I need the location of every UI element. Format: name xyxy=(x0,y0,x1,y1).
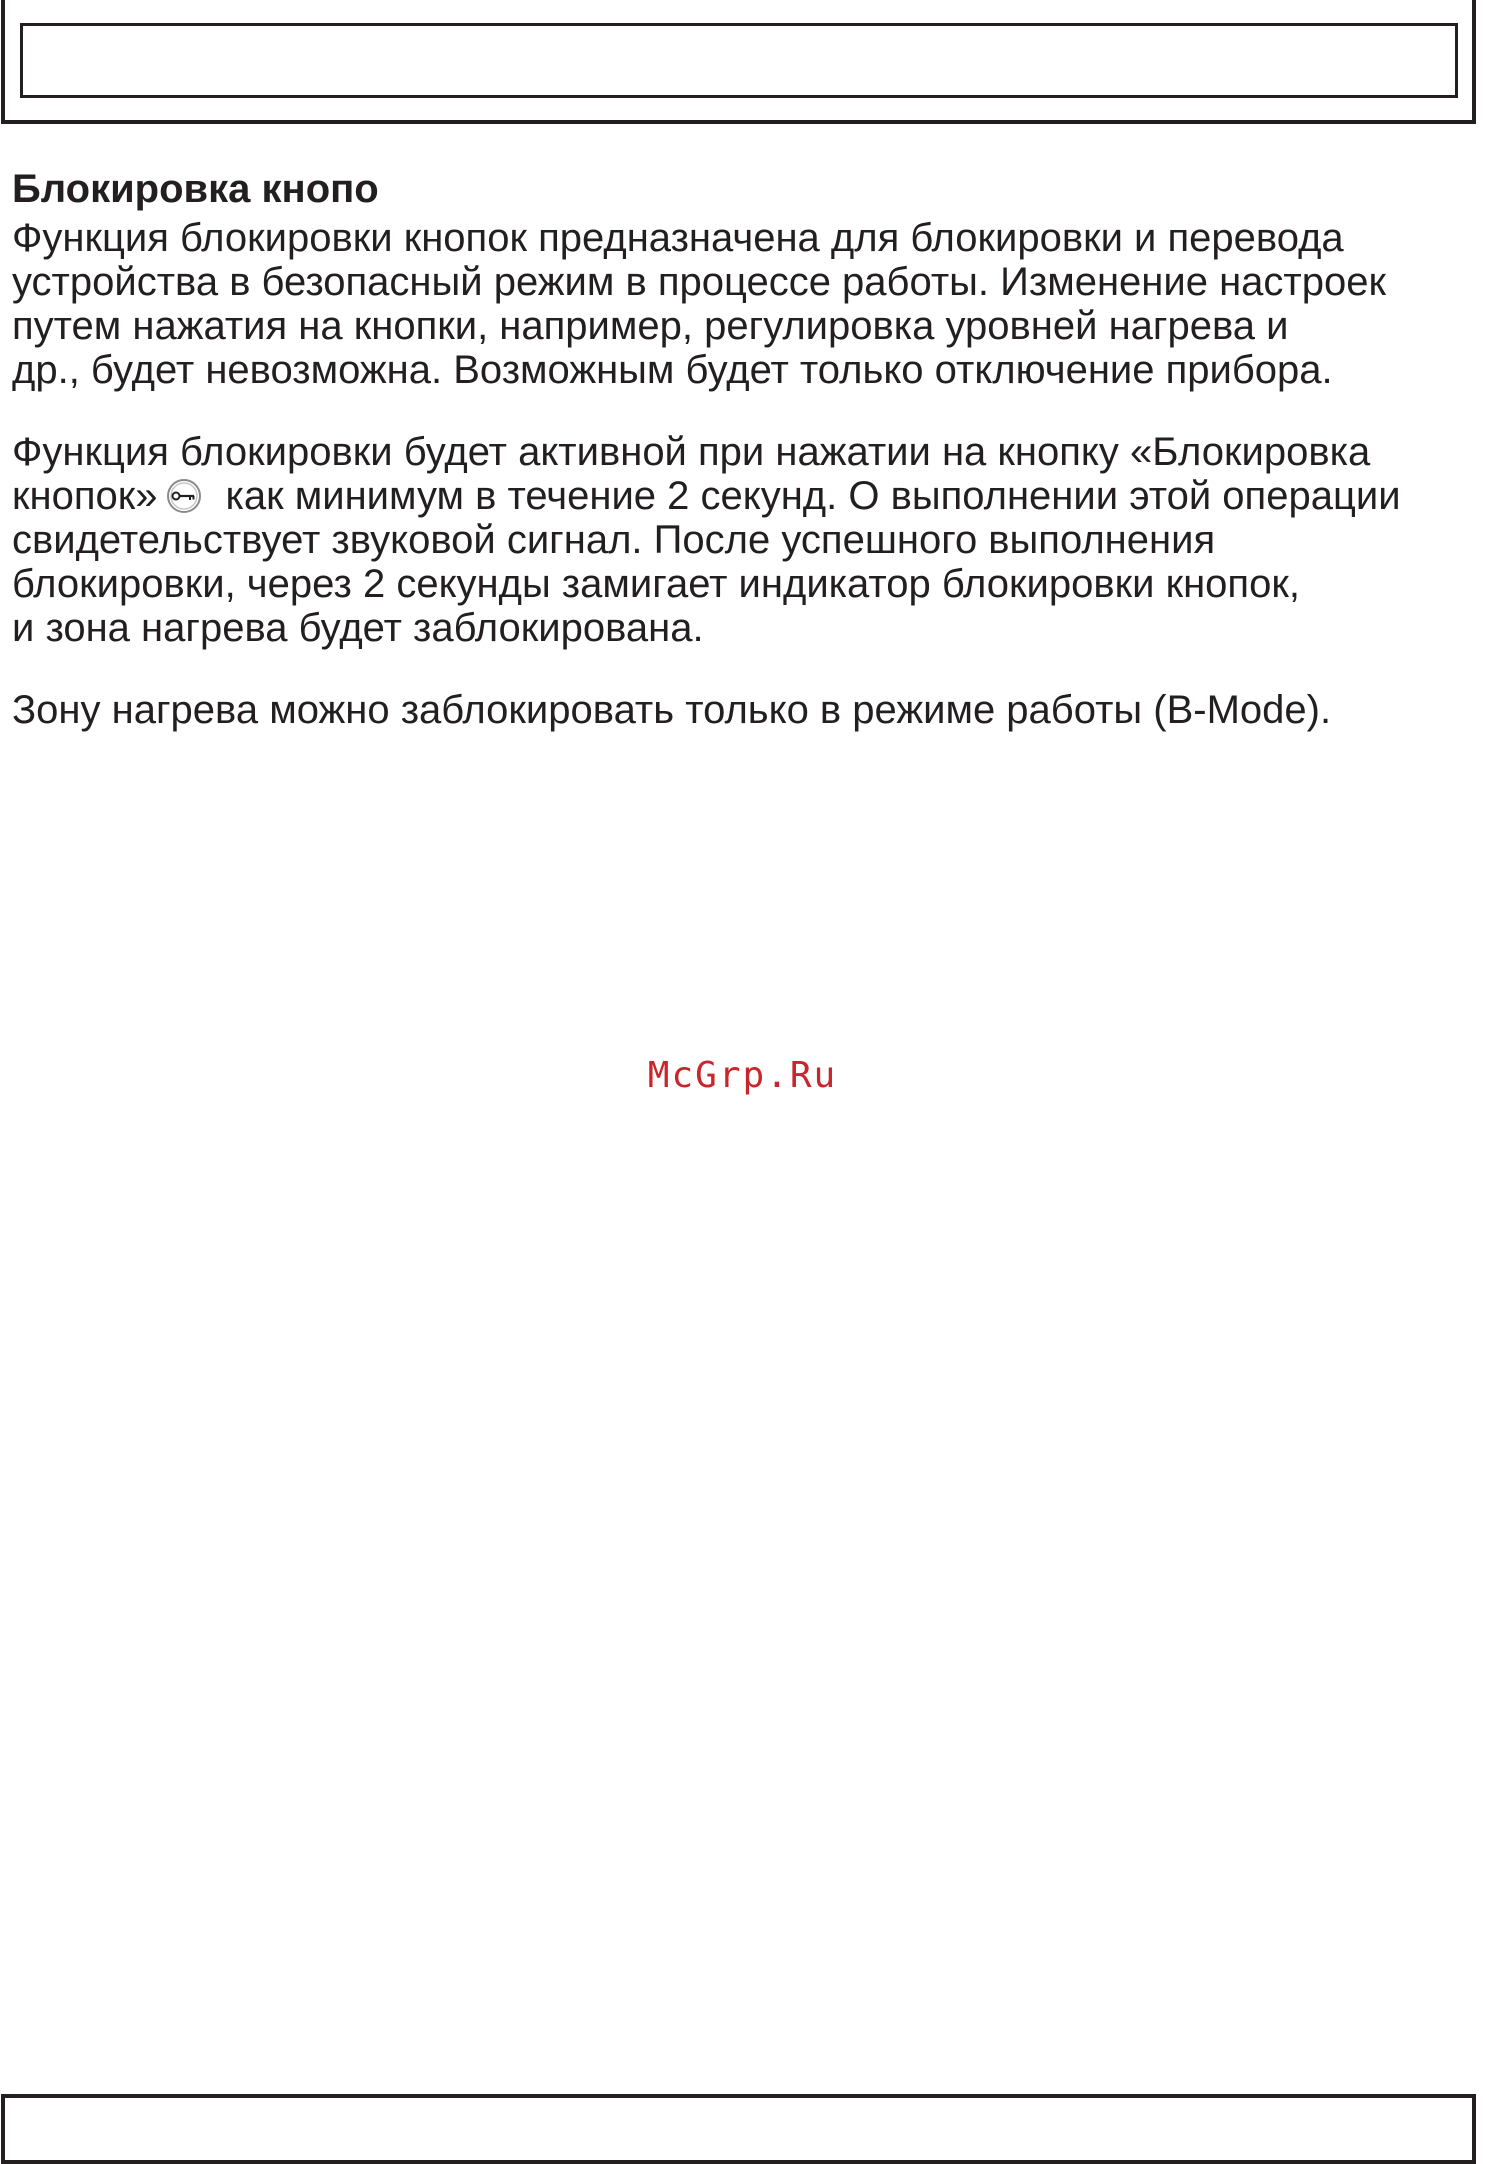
footer-frame xyxy=(1,2094,1476,2164)
header-frame xyxy=(1,0,1476,124)
text-line: блокировки, через 2 секунды замигает индикатор блокировки кнопок, xyxy=(12,562,1300,606)
paragraph-spacer xyxy=(12,392,1482,430)
key-lock-icon xyxy=(164,477,204,515)
paragraph-spacer xyxy=(12,650,1482,688)
text-line: путем нажатия на кнопки, например, регулировка уровней нагрева и xyxy=(12,304,1289,348)
text-line: Зону нагрева можно заблокировать только в режиме работы (B-Mode). xyxy=(12,688,1332,732)
text-line: и зона нагрева будет заблокирована. xyxy=(12,606,704,650)
text-line: др., будет невозможна. Возможным будет только отключение прибора. xyxy=(12,348,1333,392)
text-line-with-icon xyxy=(12,474,1482,518)
section-heading: Блокировка кнопо xyxy=(12,167,379,211)
text-fragment: как минимум в течение 2 секунд. О выполнении этой операции xyxy=(225,474,1401,518)
text-line: устройства в безопасный режим в процессе работы. Изменение настроек xyxy=(12,260,1386,304)
text-line: Функция блокировки кнопок предназначена для блокировки и перевода xyxy=(12,216,1344,260)
text-fragment: кнопок» xyxy=(12,474,158,518)
text-line: Функция блокировки будет активной при нажатии на кнопку «Блокировка xyxy=(12,430,1371,474)
page-content xyxy=(12,166,1482,732)
paragraph-activation xyxy=(12,430,1482,650)
paragraph-mode-note xyxy=(12,688,1482,732)
watermark: McGrp.Ru xyxy=(647,1055,838,1096)
header-inner-box xyxy=(20,23,1458,98)
paragraph-description xyxy=(12,216,1482,392)
text-line: свидетельствует звуковой сигнал. После успешного выполнения xyxy=(12,518,1216,562)
